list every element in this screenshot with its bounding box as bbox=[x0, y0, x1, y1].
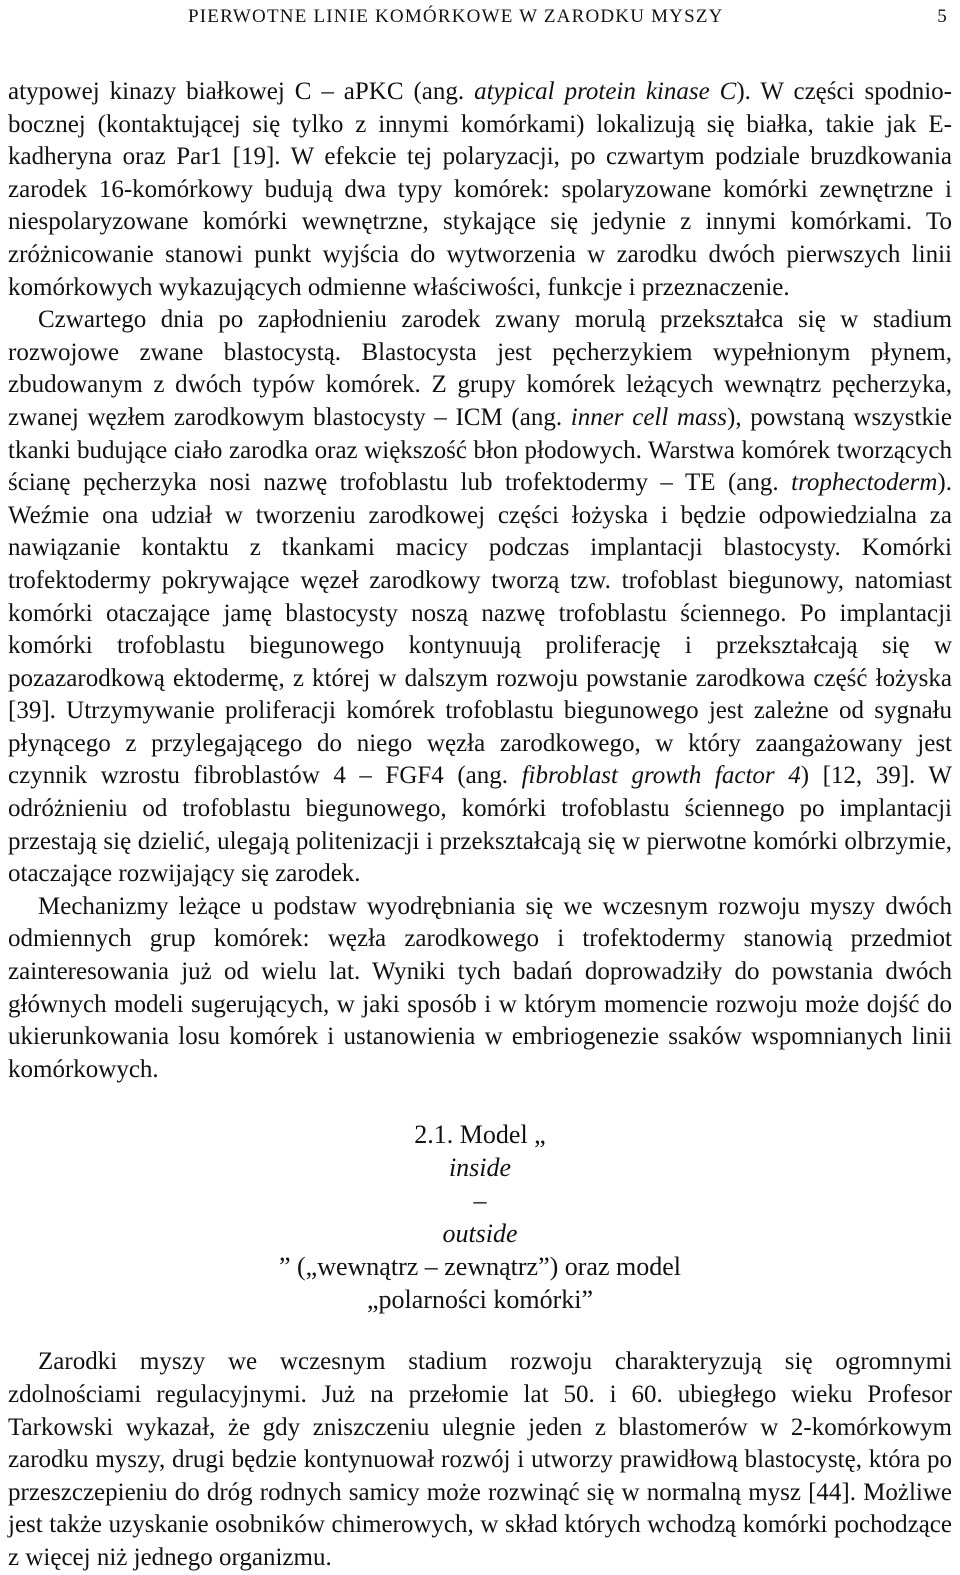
text-run: Czwartego dnia po zapłodnieniu zarodek zwany morulą przekształca się w stadium rozwojowe zwane blastocystą. Blastocysta jest pęcherzykiem wypełnionym płynem, zbudowanym z dwóch typów komórek. Z grupy komórek leżących wewnątrz pęcherzyka, zwanej węzłem zarodkowym blastocysty – ICM (ang. bbox=[8, 306, 952, 431]
text-run: ), powstaną wszystkie tkanki budujące ciało zarodka oraz większość błon płodowych. Warstwa komórek tworzących ścianę pęcherzyka nosi nazwę trofoblastu lub trofektodermy – TE (ang. bbox=[8, 403, 952, 497]
paragraph-3 bbox=[8, 891, 952, 1087]
section-heading-line-2 bbox=[48, 1283, 912, 1316]
section-heading bbox=[48, 1118, 912, 1316]
text-run: ) [12, 39]. W odróżnieniu od trofoblastu biegunowego, komórki trofoblastu ściennego po implantacji przestają się dzielić, ulegają politenizacji i przekształcają się w pierwotne komórki olbrzymie, otaczające rozwijający się zarodek. bbox=[8, 762, 952, 888]
text-run: ). W części spodnio-bocznej (kontaktującej się tylko z innymi komórkami) lokalizują się białka, takie jak E-kadheryna oraz Par1 [19]. W efekcie tej polaryzacji, po czwartym podziale bruzdkowania zarodek 16-komórkowy budują dwa typy komórek: spolaryzowane komórki zewnętrzne i niespolaryzowane komórki wewnętrzne, stykające się jedynie z innymi komórkami. To zróżnicowanie stanowi punkt wyjścia do wytworzenia w zarodku dwóch pierwszych linii komórkowych wykazujących odmienne właściwości, funkcje i przeznaczenie. bbox=[8, 78, 952, 301]
running-head bbox=[8, 6, 952, 28]
text-run: atypowej kinazy białkowej C – aPKC (ang. bbox=[8, 78, 475, 105]
running-title: PIERWOTNE LINIE KOMÓRKOWE W ZARODKU MYSZY bbox=[188, 6, 724, 27]
italic-term: fibroblast growth factor 4 bbox=[521, 762, 801, 790]
italic-term: trophectoderm bbox=[791, 469, 938, 497]
body-text bbox=[8, 76, 952, 1575]
italic-term: inside bbox=[448, 1153, 512, 1183]
paragraph-2 bbox=[8, 304, 952, 891]
text-run: „polarności komórki” bbox=[367, 1285, 593, 1315]
text-run: 2.1. Model „ bbox=[414, 1120, 546, 1150]
text-run: ” („wewnątrz – zewnątrz”) oraz model bbox=[278, 1252, 682, 1282]
italic-term: outside bbox=[442, 1219, 518, 1249]
paragraph-4 bbox=[8, 1346, 952, 1574]
italic-term: inner cell mass bbox=[570, 403, 728, 431]
section-heading-line-1 bbox=[48, 1118, 912, 1283]
page-number: 5 bbox=[937, 6, 948, 27]
text-run: ). Weźmie ona udział w tworzeniu zarodkowej części łożyska i będzie odpowiedzialna za nawiązanie kontaktu z tkankami macicy podczas implantacji blastocysty. Komórki trofektodermy pokrywające węzeł zarodkowy tworzą tzw. trofoblast biegunowy, natomiast komórki otaczające jamę blastocysty noszą nazwę trofoblastu ściennego. Po implantacji komórki trofoblastu biegunowego kontynuują proliferację i przekształcają się w pozazarodkową ektodermę, z której w dalszym rozwoju powstanie zarodkowa część łożyska [39]. Utrzymywanie proliferacji komórek trofoblastu biegunowego jest zależne od sygnału płynącego z przylegającego do niego węzła zarodkowego, w który zaangażowany jest czynnik wzrostu fibroblastów 4 – FGF4 (ang. bbox=[8, 469, 952, 790]
text-run: Mechanizmy leżące u podstaw wyodrębniania się we wczesnym rozwoju myszy dwóch odmiennych grup komórek: węzła zarodkowego i trofektodermy stanowią przedmiot zainteresowania już od wielu lat. Wyniki tych badań doprowadziły do powstania dwóch głównych modeli sugerujących, w jaki sposób i w którym momencie rozwoju może dojść do ukierunkowania losu komórek i ustanowienia w embriogenezie ssaków wspomnianych linii komórkowych. bbox=[8, 892, 952, 1083]
italic-term: atypical protein kinase C bbox=[474, 78, 737, 105]
text-run: Zarodki myszy we wczesnym stadium rozwoju charakteryzują się ogromnymi zdolnościami regulacyjnymi. Już na przełomie lat 50. i 60. ubiegłego wieku Profesor Tarkowski wykazał, że gdy zniszczeniu ulegnie jeden z blastomerów w 2-komórkowym zarodku myszy, drugi będzie kontynuował rozwój i utworzy prawidłową blastocystę, która po przeszczepieniu do dróg rodnych samicy może rozwinąć się w normalną mysz [44]. Możliwe jest także uzyskanie osobników chimerowych, w skład których wchodzą komórki pochodzące z więcej niż jednego organizmu. bbox=[8, 1348, 952, 1571]
text-run: – bbox=[473, 1186, 487, 1216]
paragraph-1 bbox=[8, 76, 952, 304]
